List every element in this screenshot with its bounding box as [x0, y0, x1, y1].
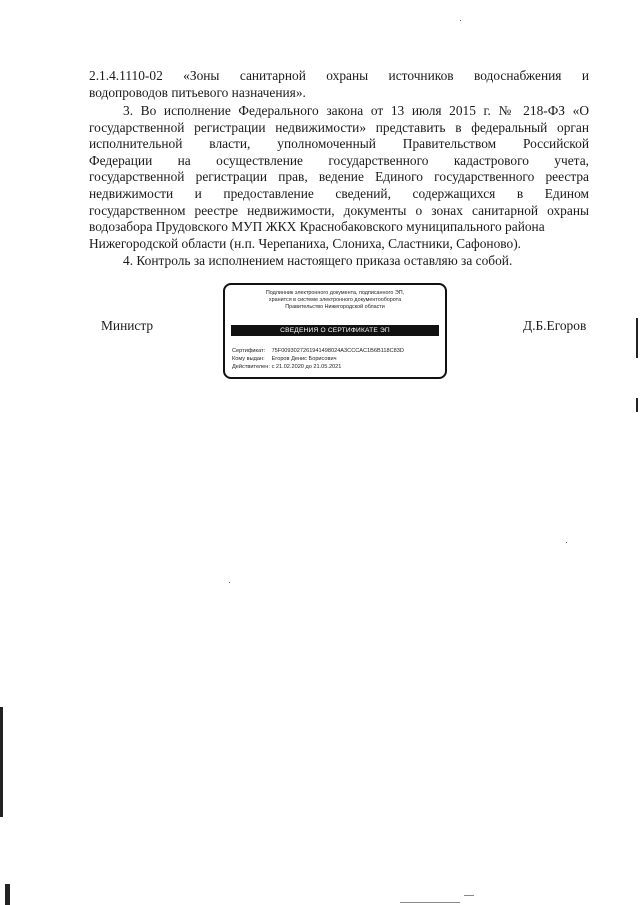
electronic-signature-stamp	[223, 283, 447, 379]
stamp-row-certificate	[232, 347, 404, 355]
scan-edge-mark	[464, 895, 474, 896]
text-line: Нижегородской области (н.п. Черепаниха, Слониха, Сластники, Сафоново).	[89, 235, 522, 251]
scan-speck	[229, 582, 230, 583]
signer-title: Министр	[101, 318, 154, 333]
scan-edge-mark	[400, 902, 460, 903]
text-line: недвижимости и предоставление сведений, содержащихся в Едином	[89, 185, 589, 201]
paragraph-sanpin-continuation	[89, 68, 589, 101]
text-line: водопроводов питьевого назначения».	[89, 84, 306, 100]
text-line: государственной регистрации прав, ведение Единого государственного реестра	[89, 169, 589, 185]
text-line: 2.1.4.1110-02 «Зоны санитарной охраны источников водоснабжения и	[89, 68, 589, 83]
scan-edge-mark	[0, 707, 3, 817]
signer-name: Д.Б.Егоров	[523, 318, 587, 333]
stamp-certificate-details	[232, 347, 404, 371]
stamp-row-value: Егоров Денис Борисович	[271, 356, 337, 362]
text-line: государственной регистрации недвижимости» представить в федеральный орган	[89, 119, 589, 135]
scan-speck	[460, 20, 461, 21]
stamp-row-label: Действителен:	[232, 364, 270, 370]
stamp-banner: СВЕДЕНИЯ О СЕРТИФИКАТЕ ЭП	[231, 325, 439, 336]
text-line: водозабора Прудовского МУП ЖКХ Краснобаковского муниципального района	[89, 219, 545, 235]
stamp-header	[225, 290, 445, 311]
stamp-row-label: Кому выдан:	[232, 356, 265, 362]
stamp-row-validity	[232, 363, 404, 371]
stamp-row-value: с 21.02.2020 до 21.05.2021	[271, 364, 342, 370]
stamp-row-owner	[232, 355, 404, 363]
scan-speck	[566, 542, 567, 543]
scan-edge-mark	[5, 884, 10, 905]
text-line: исполнительной власти, уполномоченный Правительством Российской	[89, 136, 589, 152]
stamp-row-label: Сертификат:	[232, 348, 266, 354]
paragraph-4-control	[89, 253, 589, 270]
stamp-header-line: Правительство Нижегородской области	[285, 304, 385, 310]
stamp-header-line: хранится в системе электронного документооборота	[268, 297, 402, 303]
scan-edge-mark	[636, 318, 638, 358]
stamp-row-value: 75F0093027261941498024A3CCCAC1B6B118C83D	[271, 348, 404, 354]
stamp-header-line: Подлинник электронного документа, подписанного ЭП,	[265, 290, 405, 296]
text-line: 4. Контроль за исполнением настоящего приказа оставляю за собой.	[123, 253, 513, 268]
text-line: Федерации на осуществление государственного кадастрового учета,	[89, 152, 589, 168]
text-line: государственном реестре недвижимости, документы о зонах санитарной охраны	[89, 202, 589, 218]
scan-edge-mark	[636, 398, 638, 412]
paragraph-3-registration	[89, 103, 589, 252]
text-line: 3. Во исполнение Федерального закона от 13 июля 2015 г. № 218-ФЗ «О	[123, 103, 589, 118]
